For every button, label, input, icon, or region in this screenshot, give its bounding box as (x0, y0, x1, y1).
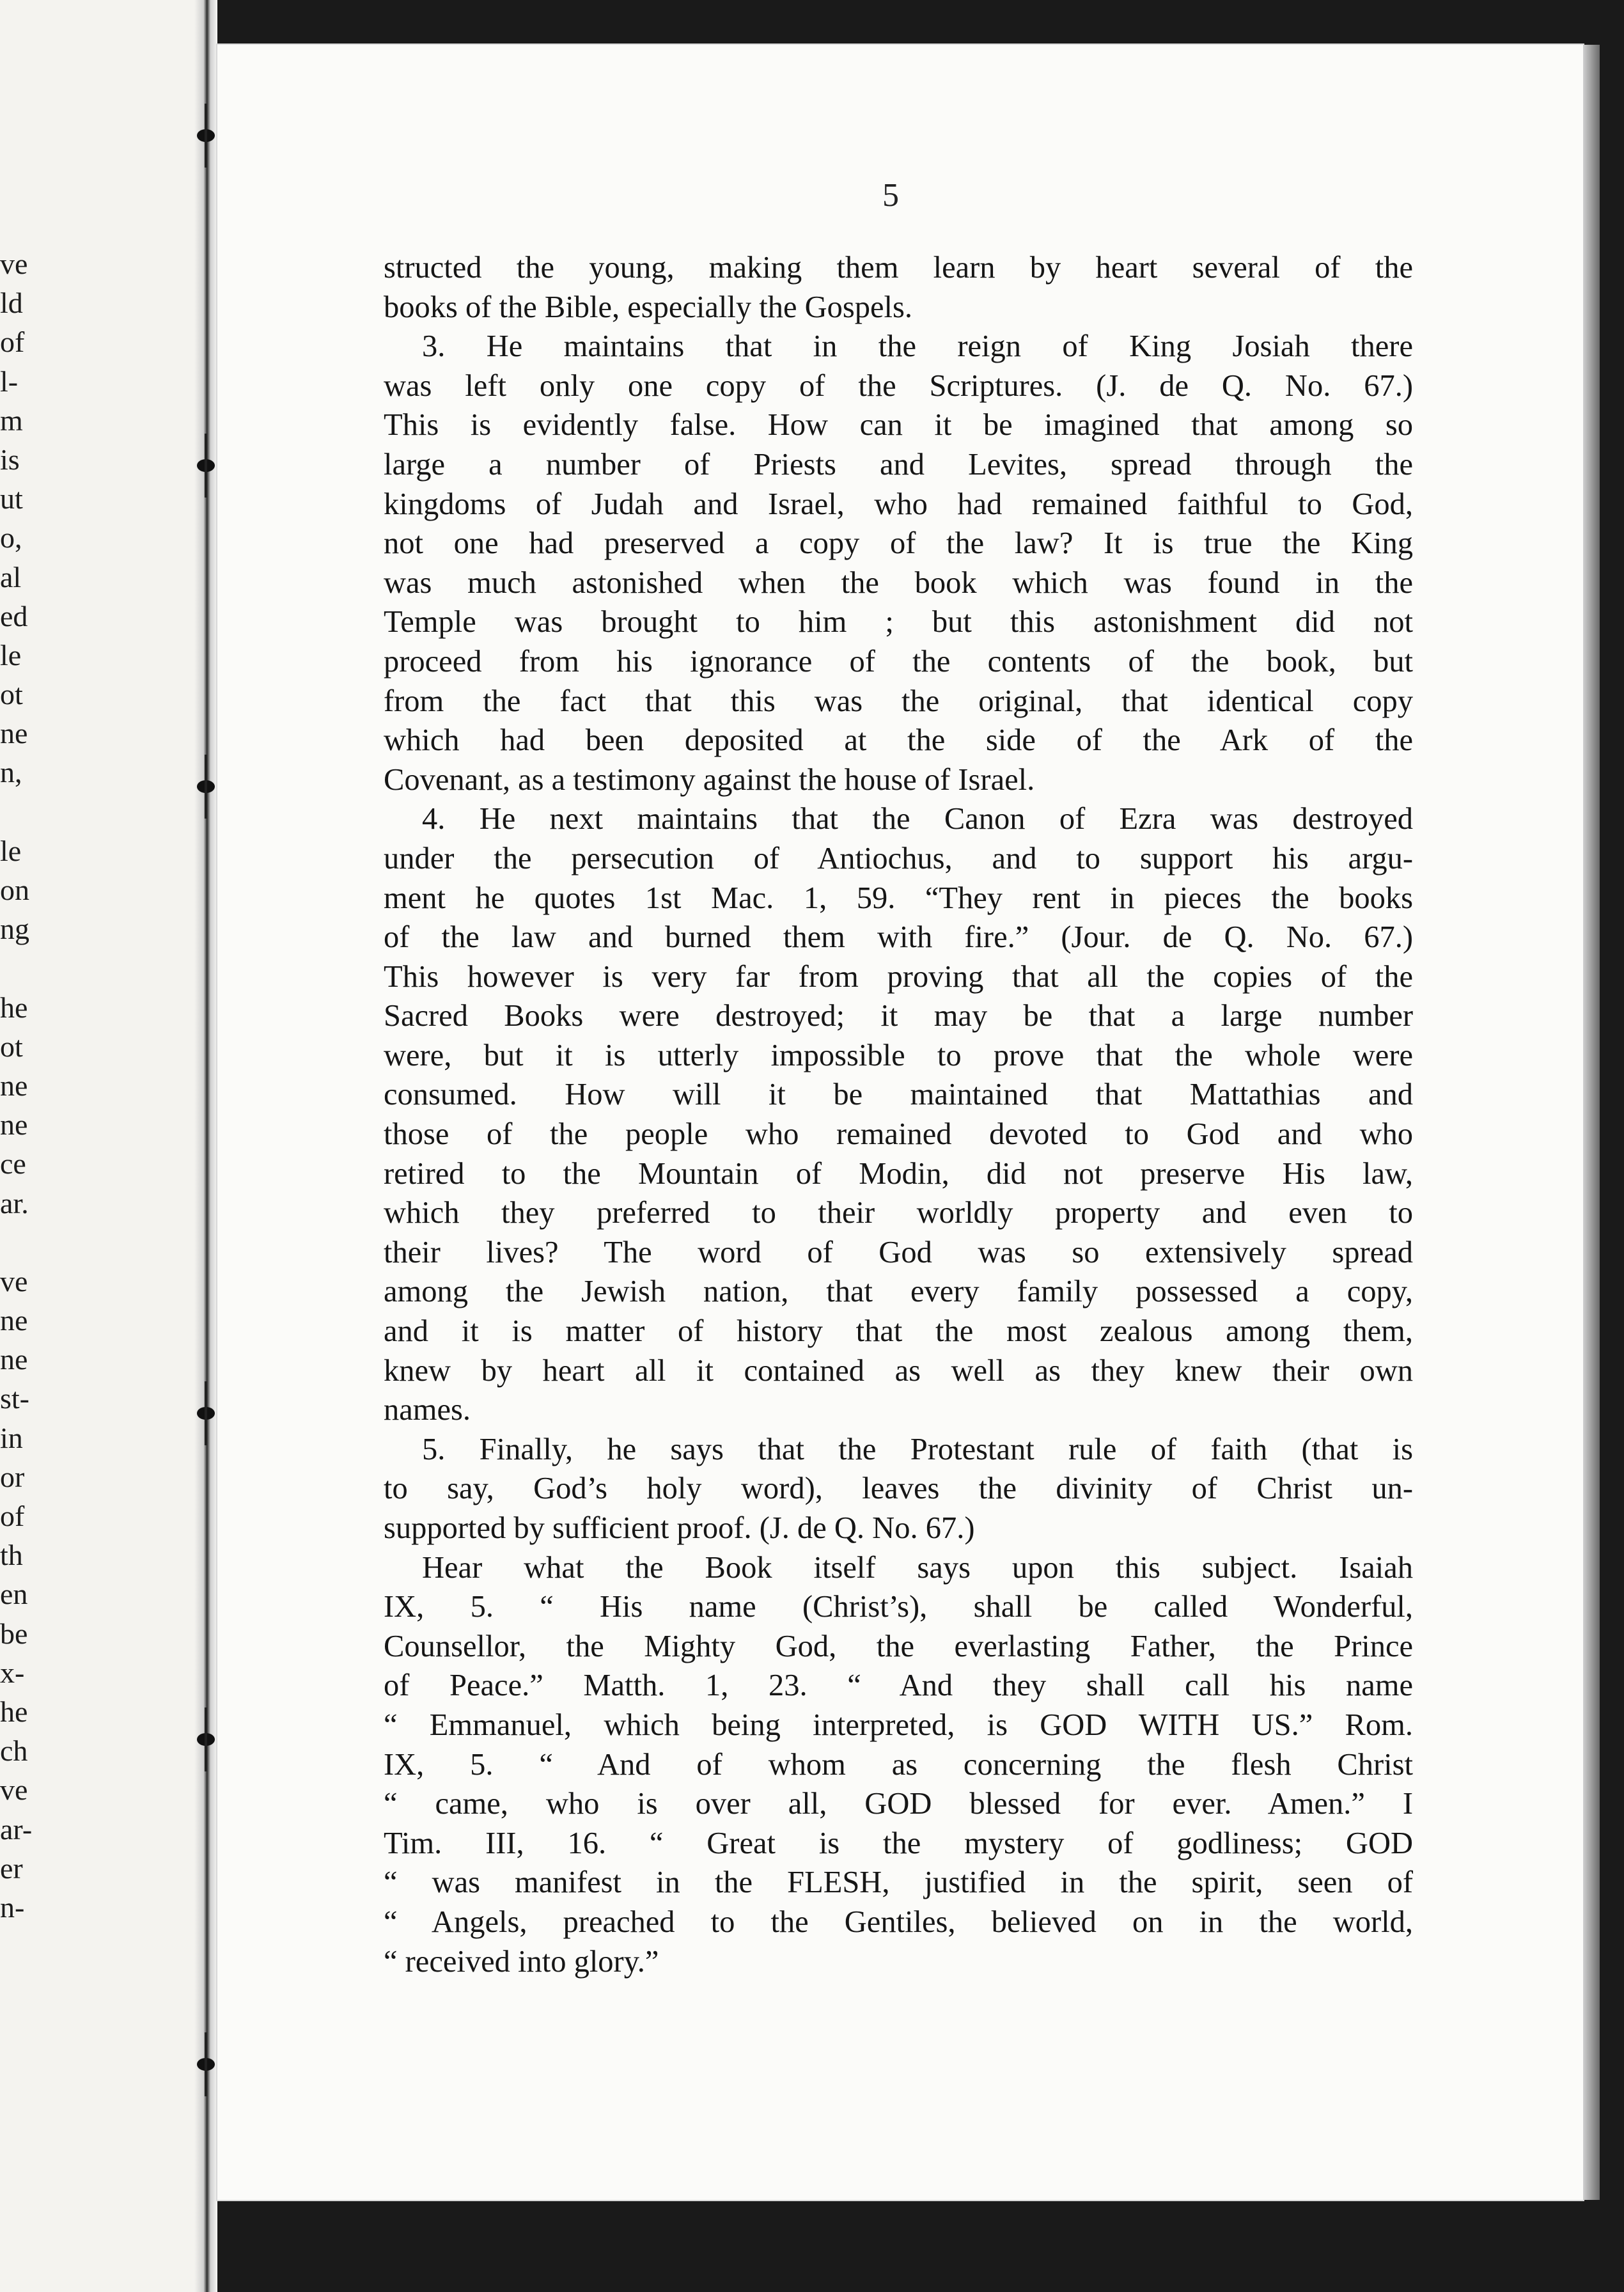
text-line: This is evidently false. How can it be imagined that among so (384, 408, 1413, 443)
text-line: Temple was brought to him ; but this astonishment did not (384, 605, 1413, 640)
text-line: of Peace.” Matth. 1, 23. “ And they shall call his name (384, 1668, 1413, 1703)
left-page-fragment: ne (0, 1069, 28, 1102)
binding-stitch (192, 1727, 220, 1752)
text-line: names. (384, 1393, 471, 1427)
left-page-fragment: al (0, 560, 22, 593)
left-page-fragment: ng (0, 913, 29, 946)
left-page-text-fragments (0, 244, 77, 1927)
left-page-fragment: er (0, 1851, 23, 1885)
left-page-fragment: ot (0, 1030, 23, 1063)
left-page-fragment: l- (0, 365, 19, 398)
book-gutter (194, 0, 217, 2292)
text-line: “ Angels, preached to the Gentiles, believed on in the world, (384, 1904, 1413, 1939)
left-page-fragment: ce (0, 1147, 26, 1181)
left-page-fragment: o, (0, 521, 22, 554)
text-line: proceed from his ignorance of the contents of the book, but (384, 644, 1413, 679)
left-page-fragment (0, 792, 77, 831)
left-page-fragment: is (0, 443, 20, 476)
left-page-fragment: ne (0, 717, 28, 750)
binding-stitch (192, 1401, 220, 1426)
left-page-fragment: of (0, 1500, 25, 1532)
text-line: supported by sufficient proof. (J. de Q. No. 67.) (384, 1511, 975, 1545)
left-page-fragment: he (0, 991, 28, 1024)
left-page-fragment (0, 948, 77, 987)
text-line: of the law and burned them with fire.” (Jour. de Q. No. 67.) (384, 920, 1413, 955)
binding-stitch (192, 123, 220, 148)
left-page-fragment: be (0, 1617, 28, 1650)
text-line: retired to the Mountain of Modin, did not preserve His law, (384, 1156, 1413, 1191)
left-page-fragment: ne (0, 1343, 28, 1376)
text-line: not one had preserved a copy of the law? It is true the King (384, 526, 1413, 561)
left-page-fragment: ve (0, 247, 28, 280)
text-line: which had been deposited at the side of the Ark of the (384, 723, 1413, 758)
text-line: ment he quotes 1st Mac. 1, 59. “They rent in pieces the books (384, 881, 1413, 915)
left-page-fragment: ld (0, 286, 23, 320)
text-line: IX, 5. “ His name (Christ’s), shall be called Wonderful, (384, 1590, 1413, 1624)
text-line: under the persecution of Antiochus, and to support his argu- (384, 841, 1413, 875)
text-line: books of the Bible, especially the Gospels. (384, 290, 913, 324)
left-page-fragment: ve (0, 1264, 28, 1298)
text-line: 4. He next maintains that the Canon of Ezra was destroyed (422, 802, 1413, 836)
binding-stitch (192, 774, 220, 799)
text-line: 5. Finally, he says that the Protestant rule of faith (that is (422, 1432, 1413, 1466)
left-page-fragment: st- (0, 1382, 29, 1415)
text-line: large a number of Priests and Levites, spread through the (384, 447, 1413, 482)
text-line: knew by heart all it contained as well as they knew their own (384, 1353, 1413, 1388)
left-page-fragment: ne (0, 1304, 28, 1337)
left-page-fragment: ed (0, 599, 28, 632)
text-line: Sacred Books were destroyed; it may be that a large number (384, 999, 1413, 1033)
text-line: those of the people who remained devoted to God and who (384, 1117, 1413, 1152)
text-line: Covenant, as a testimony against the house of Israel. (384, 762, 1035, 797)
text-line: 3. He maintains that in the reign of King Josiah there (422, 329, 1413, 364)
left-page-fragment: en (0, 1578, 28, 1611)
text-line: to say, God’s holy word), leaves the divinity of Christ un- (384, 1472, 1413, 1506)
left-page-fragment: le (0, 638, 22, 671)
text-line: structed the young, making them learn by heart several of the (384, 251, 1413, 285)
text-line: kingdoms of Judah and Israel, who had remained faithful to God, (384, 487, 1413, 521)
text-line: was much astonished when the book which was found in the (384, 565, 1413, 600)
left-page-fragment: he (0, 1695, 28, 1728)
text-line: Tim. III, 16. “ Great is the mystery of godliness; GOD (384, 1826, 1413, 1860)
text-line: was left only one copy of the Scriptures. (J. de Q. No. 67.) (384, 368, 1413, 403)
left-page-fragment: on (0, 874, 29, 906)
left-page-fragment: in (0, 1421, 23, 1454)
left-page-fragment: m (0, 404, 23, 437)
left-page-fragment: ve (0, 1773, 28, 1807)
left-page-fragment: ar- (0, 1812, 33, 1846)
text-line: “ Emmanuel, which being interpreted, is GOD WITH US.” Rom. (384, 1707, 1413, 1742)
page-number: 5 (882, 177, 899, 214)
text-line: which they preferred to their worldly property and even to (384, 1196, 1413, 1230)
text-line: “ was manifest in the FLESH, justified in the spirit, seen of (384, 1865, 1413, 1900)
body-text (384, 248, 1413, 1981)
left-page-fragment: n- (0, 1890, 25, 1924)
text-line: from the fact that this was the original, that identical copy (384, 684, 1413, 718)
left-page (0, 0, 203, 2292)
left-page-fragment: ot (0, 678, 23, 711)
binding-stitch (192, 453, 220, 478)
text-line: This however is very far from proving that all the copies of the (384, 959, 1413, 994)
text-line: were, but it is utterly impossible to prove that the whole were (384, 1038, 1413, 1072)
left-page-fragment: ar. (0, 1186, 29, 1220)
binding-stitch (192, 2052, 220, 2077)
left-page-fragment: ut (0, 482, 23, 515)
left-page-fragment: ne (0, 1108, 28, 1142)
text-line: Counsellor, the Mighty God, the everlasting Father, the Prince (384, 1629, 1413, 1663)
left-page-fragment: or (0, 1460, 25, 1493)
left-page-fragment: of (0, 326, 25, 359)
left-page-fragment: ch (0, 1734, 28, 1768)
text-line: consumed. How will it be maintained that Mattathias and (384, 1078, 1413, 1112)
left-page-fragment: th (0, 1539, 23, 1572)
text-line: among the Jewish nation, that every family possessed a copy, (384, 1275, 1413, 1309)
text-line: IX, 5. “ And of whom as concerning the flesh Christ (384, 1747, 1413, 1782)
left-page-fragment: le (0, 834, 22, 867)
left-page-fragment: n, (0, 756, 22, 789)
text-line: their lives? The word of God was so extensively spread (384, 1235, 1413, 1269)
text-line: Hear what the Book itself says upon this subject. Isaiah (422, 1550, 1413, 1585)
text-line: and it is matter of history that the most zealous among them, (384, 1314, 1413, 1349)
text-line: “ came, who is over all, GOD blessed for ever. Amen.” I (384, 1787, 1413, 1821)
text-line: “ received into glory.” (384, 1944, 659, 1979)
page-edge (1583, 45, 1600, 2200)
left-page-fragment: x- (0, 1656, 25, 1689)
left-page-fragment (0, 1223, 77, 1262)
